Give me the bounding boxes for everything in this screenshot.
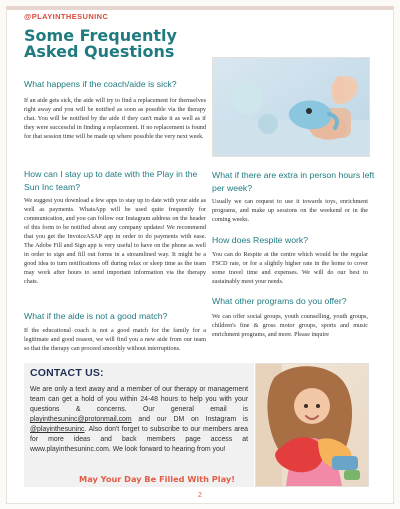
contact-text-part-1: We are only a text away and a member of our therapy or management team can get a hold of you within 24-48 hours to help you with your questions & concerns. Our general email is (30, 386, 248, 413)
faq-body-extra-hours: Usually we can request to use it towards toys, enrichment programs, and make up sessions on the weekend or in the coming weeks. (212, 198, 368, 223)
contact-title: CONTACT US: (30, 367, 104, 379)
faq-heading-aide-match: What if the aide is not a good match? (24, 311, 168, 321)
contact-text-part-2: and our DM on Instagram is (131, 416, 248, 423)
faq-heading-respite: How does Respite work? (212, 235, 309, 245)
faq-heading-sick: What happens if the coach/aide is sick? (24, 79, 177, 89)
tagline: May Your Day Be Filled With Play! (79, 474, 235, 484)
faq-body-aide-match: If the educational coach is not a good match for the family for a legitimate and good reason, we will find you a new aide from our team so that the therapy can proceed smoothly without interruptions. (24, 327, 206, 352)
faq-heading-extra-hours: What if there are extra in person hours left per week? (212, 170, 375, 193)
contact-text (30, 385, 248, 455)
photo-hands-clay-elephant-graphic (213, 58, 369, 156)
faq-heading-other-programs: What other programs do you offer? (212, 296, 347, 306)
top-rule (6, 6, 394, 10)
page-title: Some Frequently Asked Questions (24, 26, 177, 61)
photo-girl-craft-graphic (256, 364, 368, 486)
faq-body-sick: If an aide gets sick, the aide will try to find a replacement for themselves right away and you will be notified as soon as possible via the therapy chat. You will be notified by the aide if they can't make it as well as if they were successful in finding a replacement. If no replacement is found for that session time will be made up where possible the very next week. (24, 97, 206, 140)
faq-body-respite: You can do Respite at the centre which would be the regular FSCD rate, or for a slightly higher rate in the home to cover some travel time and expenses. We will do our best to sustainably meet your needs. (212, 251, 368, 285)
faq-body-stay-up-to-date: We suggest you download a few apps to stay up to date with your aide as well as payments. WhatsApp will be used quite frequently for communication, and you can follow our Instagram address on the header of this form to be notified about any company updates! We recommend that you get the InvoiceASAP app in order to do payments with ease. The Adobe Fill and Sign app is very useful to have on the phone as well in order to sign and fill out forms in a streamlined way. It might be a good idea to turn notifications off during relax or sleep time as the team may work after hours to send important information via the therapy chats. (24, 197, 206, 285)
faq-body-other-programs: We can offer social groups, youth counselling, youth groups, children's fine & gross motor groups, sports and music enrichment programs, and more. Please inquire (212, 313, 368, 338)
photo-girl-craft (255, 363, 369, 487)
instagram-handle-header: @PLAYINTHESUNINC (24, 12, 109, 21)
faq-heading-stay-up-to-date: How can I stay up to date with the Play in the Sun Inc team? (24, 169, 198, 192)
page-number: 2 (198, 492, 202, 499)
contact-email-link[interactable]: playinthesuninc@protonmail.com (30, 416, 132, 423)
contact-instagram-handle[interactable]: @playinthesuninc (30, 426, 85, 433)
photo-hands-clay-elephant (212, 57, 370, 157)
contact-text-part-3: . Also don't forget to subscribe to our members area for more ideas and back members page access at www.playinthesuninc.com. We look forward to hearing from you! (30, 426, 248, 453)
